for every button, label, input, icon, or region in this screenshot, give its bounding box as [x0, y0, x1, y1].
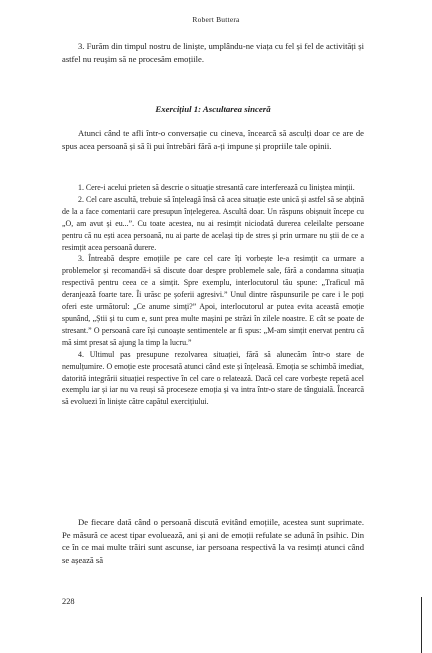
page-edge-line — [421, 597, 422, 653]
exercise-heading: Exercițiul 1: Ascultarea sinceră — [155, 104, 271, 114]
intro-paragraph: Atunci când te afli într-o conversație cu cineva, încearcă să asculți doar ce are de spus acea persoană și să îi pui întrebări fără a-ți impune și propriile tale opinii. — [62, 128, 364, 151]
paragraph-continuation: 3. Furăm din timpul nostru de liniște, umplându-ne viața cu fel și fel de activități și astfel nu reușim să ne procesăm emoțiile. — [62, 41, 364, 64]
closing-paragraph: De fiecare dată când o persoană discută evitând emoțiile, acestea sunt suprimate. Pe măsură ce acest tipar evoluează, ani și ani de emoții refulate se adună în psihic. Din ce în ce mai multe trăiri sunt ascunse, iar persoana respectivă la va resimți atunci când se așează să — [62, 517, 364, 566]
exercise-steps — [62, 182, 364, 408]
step-3: 3. Întreabă despre emoțiile pe care cel care îți vorbește le-a resimțit ca urmare a problemelor și recomandă-i să discute doar despre problemele sale, fără a condamna situația respectivă pentru ceea ce a simțit. Spre exemplu, interlocutorul tău spune: „Traficul mă deranjează foarte tare. Îi urăsc pe șoferii agresivi.” Unul dintre răspunsurile pe care i le poți oferi este următorul: „Ce anume simți?” Apoi, interlocutorul ar putea evita această emoție spunând, „Știi și tu cum e, sunt prea multe mașini pe străzi în zilele noastre. E cât se poate de stresant.” O persoană care își cunoaște sentimentele ar fi spus: „M-am simțit enervat pentru că mă simt presat să ajung la timp la lucru.” — [62, 254, 364, 347]
running-header: Robert Buttera — [192, 15, 240, 24]
step-2: 2. Cel care ascultă, trebuie să înțeleagă însă că acea situație este unică și astfel să se abțină de la a face comentarii care presupun înțelegerea. Ascultă doar. Un răspuns obișnuit începe cu „O, am avut și eu...”. Cu toate acestea, nu ai resimțit niciodată durerea celeilalte persoane pentru că nu ești acea persoană, nu ai parte de același tip de stres și prin urmare nu știi de ce a resimțit acea persoană durere. — [62, 194, 364, 252]
step-1: 1. Cere-i acelui prieten să descrie o situație stresantă care interferează cu liniștea minții. — [78, 183, 355, 192]
step-4: 4. Ultimul pas presupune rezolvarea situației, fără să alunecăm într-o stare de nemulțumire. O emoție este procesată atunci când este și înțeleasă. Emoția se schimbă imediat, datorită integrării situației respective în cel care o relatează. Dacă cel care vorbește repetă acel exemplu iar și iar nu va reuși să proceseze emoția și va intra într-o stare de tânguială. Încearcă să evoluezi în liniște către capătul exercițiului. — [62, 349, 364, 407]
page-number: 228 — [62, 597, 75, 606]
